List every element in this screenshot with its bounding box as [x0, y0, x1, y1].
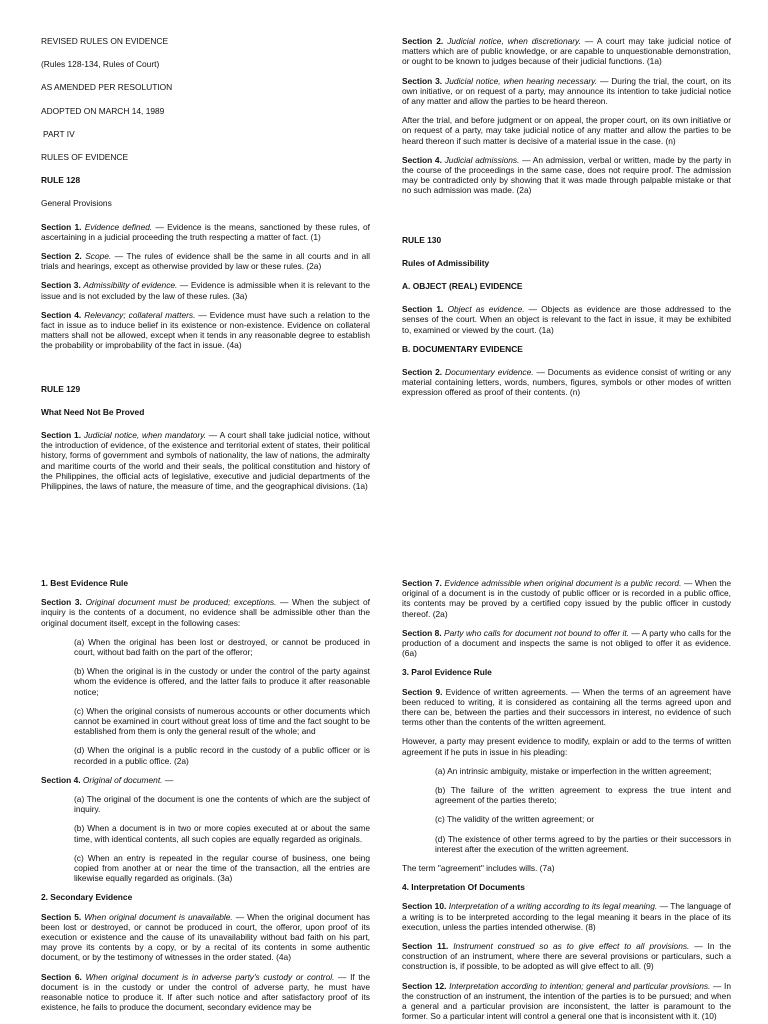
part-label: PART IV — [43, 128, 75, 139]
doc-subtitle: (Rules 128-134, Rules of Court) — [41, 59, 160, 70]
documentary-evidence-heading: B. DOCUMENTARY EVIDENCE — [402, 343, 523, 354]
rule-130-section-2: Section 2. Documentary evidence. — Documents as evidence consist of writing or any material containing letters, words, numbers, figures, symbols or other modes of written expression offered as proof of their contents. (n) — [402, 367, 732, 398]
rule-129-section-4: Section 4. Judicial admissions. — An admission, verbal or written, made by the party in the course of the proceedings in the same case, does not require proof. The admission may be contradicted only by showing that it was made through palpable mistake or that no such admission was made. (2a) — [402, 154, 732, 196]
spacer — [41, 360, 370, 384]
agreement-definition: The term "agreement" includes wills. (7a) — [402, 863, 555, 874]
list-item-b: (b) When the original is in the custody or under the control of the party against whom the evidence is offered, and the latter fails to produce it after reasonable notice; — [74, 666, 370, 697]
section-1: Section 1. Evidence defined. — Evidence is the means, sanctioned by these rules, of ascertaining in a judicial proceeding the truth respecting a matter of fact. (1) — [41, 221, 371, 242]
section-2: Section 2. Scope. — The rules of evidence shall be the same in all courts and in all trials and hearings, except as otherwise provided by law or these rules. (2a) — [41, 251, 370, 272]
section-11: Section 11. Instrument construed so as to give effect to all provisions. — In the construction of an instrument, where there are several provisions or particulars, such a construction is, if possible, to be adopted as will give effect to all. (9) — [402, 941, 732, 972]
list-item-c: (c) When the original consists of numerous accounts or other documents which cannot be examined in court without great loss of time and the fact sought to be established from them is only the general result of the whole; and — [74, 705, 370, 737]
general-provisions-heading: General Provisions — [41, 198, 112, 209]
rule-130-heading: RULE 130 — [402, 234, 442, 245]
list-item-a: (a) When the original has been lost or destroyed, or cannot be produced in court, without bad faith on the part of the offeror; — [74, 636, 370, 658]
rule-129-section-2: Section 2. Judicial notice, when discretionary. — A court may take judicial notice of matters which are of public knowledge, or are capable to unquestionable demonstration, or ought to be known to judges because of their judicial functions. (1a) — [402, 36, 732, 67]
section-5: Section 5. When original document is unavailable. — When the original document has been lost or destroyed, or cannot be produced in court, the offeror, upon proof of its execution or existence and the cause of its unavailability without bad faith on his part, may prove its contents by a copy, or by a recital of its contents in some authentic document, or by the testimony of witnesses in the order stated. (4a) — [41, 911, 370, 963]
rule-129-heading: RULE 129 — [41, 383, 81, 394]
section-4: Section 4. Relevancy; collateral matters. — Evidence must have such a relation to the fact in issue as to induce belief in its existence or non-existence. Evidence on collateral matters shall not be allowed, except when it tends in any reasonable degree to establish the probability or improbability of the fact in issue. (4a) — [41, 309, 370, 351]
section-12: Section 12. Interpretation according to intention; general and particular provisions. — In the construction of an instrument, the intention of the parties is to be pursued; and when a general and a particular provision are inconsistent, the latter is paramount to the former. So a particular intent will control a general one that is inconsistent with it. (10) — [402, 980, 732, 1022]
list-item-c: (c) When an entry is repeated in the regular course of business, one being copied from another at or near the time of the transaction, all the entries are likewise equally regarded as originals. (3a) — [74, 852, 370, 884]
section-3-original-document: Section 3. Original document must be produced; exceptions. — When the subject of inquiry is the contents of a document, no evidence shall be admissible other than the original document itself, except in the following cases: — [41, 597, 370, 628]
section-10: Section 10. Interpretation of a writing according to its legal meaning. — The language of a writing is to be interpreted according to the legal meaning it bears in the place of its execution, unless the parties intended otherwise. (8) — [402, 901, 732, 932]
section-9-para-2: However, a party may present evidence to modify, explain or add to the terms of written agreement if he puts in issue in his pleading: — [402, 736, 731, 757]
section-4-original-of-document: Section 4. Original of document. — — [41, 774, 174, 785]
document-page-2 — [0, 572, 768, 1024]
object-evidence-heading: A. OBJECT (REAL) EVIDENCE — [402, 281, 523, 292]
page1-right-column — [402, 36, 731, 407]
list-item-a: (a) An intrinsic ambiguity, mistake or imperfection in the written agreement; — [435, 765, 712, 776]
rules-of-evidence-heading: RULES OF EVIDENCE — [41, 152, 129, 163]
list-item-d: (d) When the original is a public record in the custody of a public officer or is recorded in a public office. (2a) — [74, 745, 370, 766]
spacer — [402, 205, 731, 235]
parol-evidence-rule-heading: 3. Parol Evidence Rule — [402, 667, 492, 678]
page1-left-column — [41, 36, 370, 500]
rule-129-section-3: Section 3. Judicial notice, when hearing necessary. — During the trial, the court, on its own initiative, or on request of a party, may announce its intention to take judicial notice of any matter and allow the parties to be heard thereon. — [402, 75, 732, 107]
rules-of-admissibility-heading: Rules of Admissibility — [402, 257, 490, 268]
best-evidence-rule-heading: 1. Best Evidence Rule — [41, 578, 129, 588]
section-8: Section 8. Party who calls for document not bound to offer it. — A party who calls for the production of a document and inspects the same is not obliged to offer it as evidence. (6a) — [402, 627, 731, 659]
page2-left-column — [41, 578, 370, 1022]
what-need-not-be-proved-heading: What Need Not Be Proved — [41, 406, 145, 417]
section-9: Section 9. Evidence of written agreements. — When the terms of an agreement have been reduced to writing, it is considered as containing all the terms agreed upon and there can be, between the parties and their successors in interest, no evidence of such terms other than the contents of the written agreement. — [402, 686, 731, 728]
list-item-b: (b) The failure of the written agreement to express the true intent and agreement of the parties thereto; — [435, 785, 731, 806]
rule-129-section-3-para-2: After the trial, and before judgment or on appeal, the proper court, on its own initiative or on request of a party, may take judicial notice of any matter and allow the parties to be heard thereon if such matter is decisive of a material issue in the case. (n) — [402, 115, 731, 146]
section-6: Section 6. When original document is in adverse party's custody or control. — If the document is in the custody or under the control of adverse party, he must have reasonable notice to produce it. If after such notice and after satisfactory proof of its existence, he fails to produce the document, secondary evidence may be — [41, 971, 370, 1013]
list-item-d: (d) The existence of other terms agreed to by the parties or their successors in interest after the execution of the written agreement. — [435, 833, 731, 854]
list-item-a: (a) The original of the document is one the contents of which are the subject of inquiry. — [74, 794, 370, 815]
secondary-evidence-heading: 2. Secondary Evidence — [41, 892, 133, 903]
amended-line: AS AMENDED PER RESOLUTION — [41, 82, 173, 93]
section-3: Section 3. Admissibility of evidence. — Evidence is admissible when it is relevant to the issue and is not excluded by the law of these rules. (3a) — [41, 280, 371, 301]
list-item-b: (b) When a document is in two or more copies executed at or about the same time, with identical contents, all such copies are equally regarded as originals. — [74, 823, 370, 844]
rule-130-section-1: Section 1. Object as evidence. — Objects as evidence are those addressed to the senses of the court. When an object is relevant to the fact in issue, it may be exhibited to, examined or viewed by the court. (1a) — [402, 304, 731, 335]
page2-right-column — [402, 578, 731, 1024]
section-7: Section 7. Evidence admissible when original document is a public record. — When the original of a document is in the custody of public officer or is recorded in a public office, its contents may be proved by a certified copy issued by the public officer in custody thereof. (2a) — [402, 578, 732, 619]
list-item-c: (c) The validity of the written agreement; or — [435, 814, 595, 825]
rule-129-section-1: Section 1. Judicial notice, when mandatory. — A court shall take judicial notice, without the introduction of evidence, of the existence and territorial extent of states, their political history, forms of government and symbols of nationality, the law of nations, the admiralty and maritime courts of the world and their seals, the political constitution and history of the Philippines, the official acts of legislative, executive and judicial departments of the Philippines, the laws of nature, the measure of time, and the geographical divisions. (1a) — [41, 430, 371, 492]
interpretation-heading: 4. Interpretation Of Documents — [402, 882, 525, 893]
adopted-line: ADOPTED ON MARCH 14, 1989 — [41, 105, 165, 116]
doc-title: REVISED RULES ON EVIDENCE — [41, 36, 169, 46]
rule-128-heading: RULE 128 — [41, 175, 81, 186]
